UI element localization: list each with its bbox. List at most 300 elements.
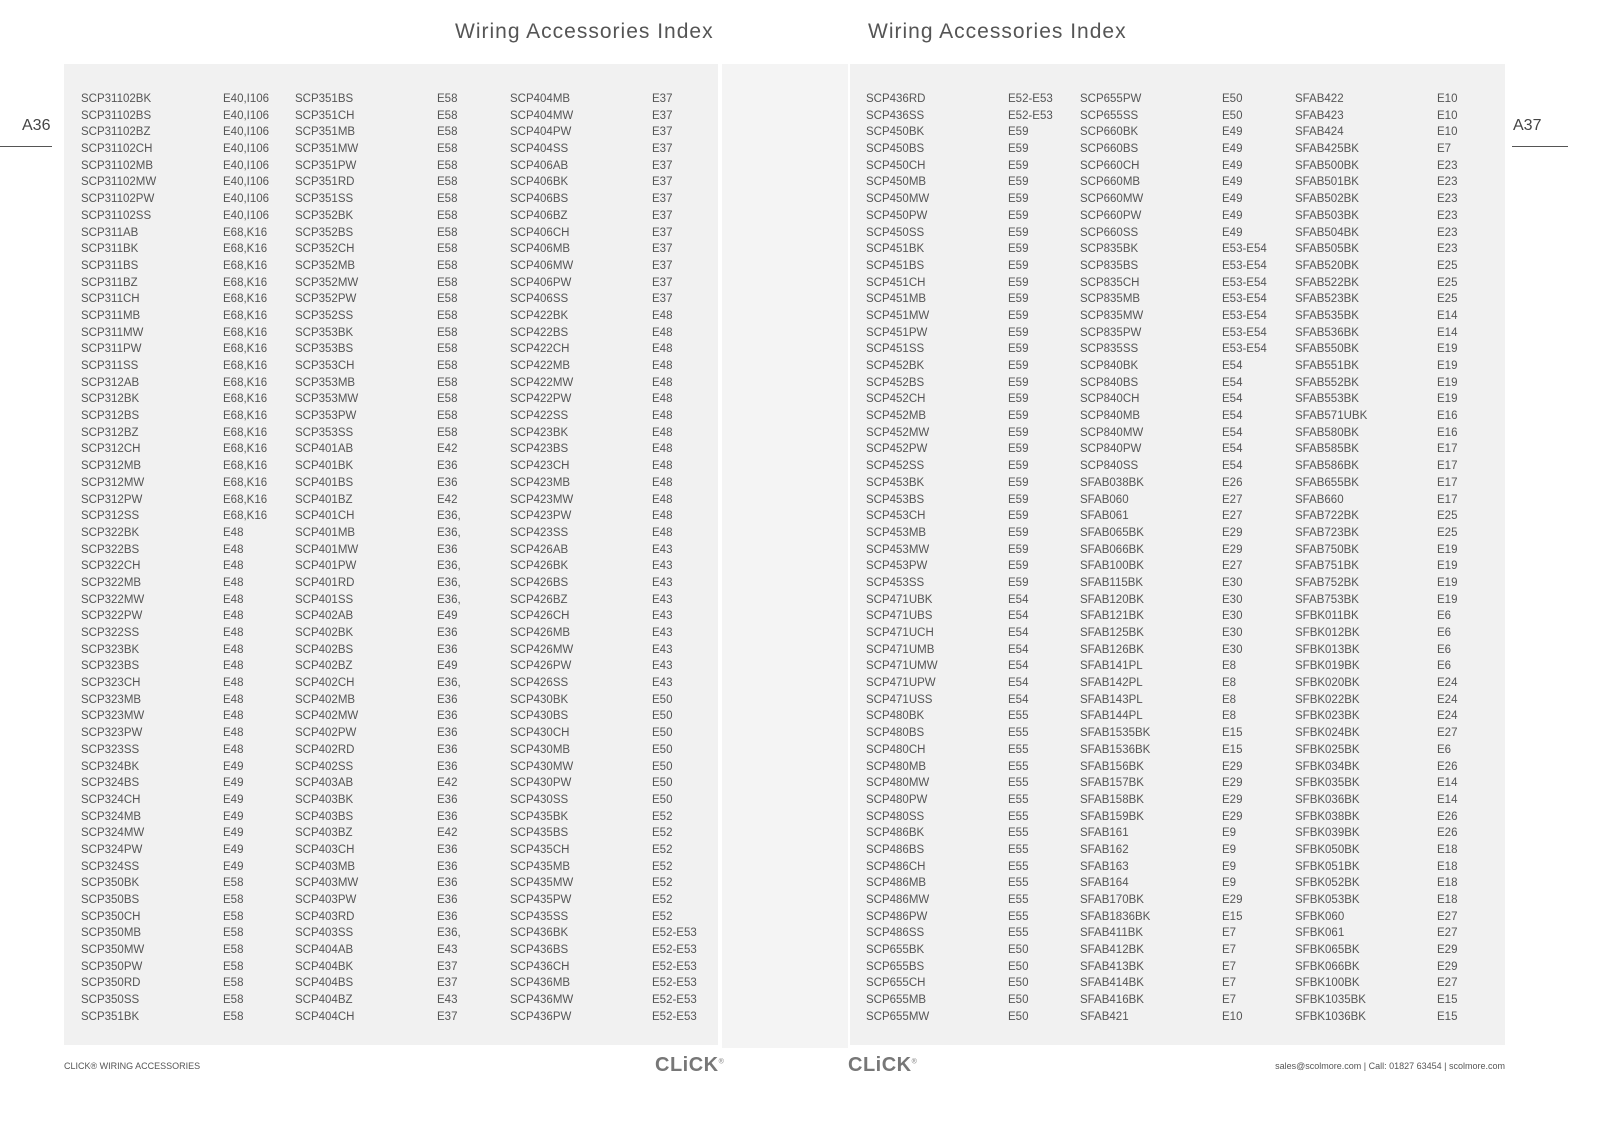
page-reference: E52	[652, 910, 673, 923]
index-entry	[295, 575, 509, 592]
index-entry	[295, 692, 509, 709]
page-reference: E36,	[437, 576, 461, 589]
page-reference: E54	[1008, 610, 1029, 623]
index-entry	[510, 191, 724, 208]
product-code: SCP312BS	[81, 410, 140, 423]
product-code: SCP450CH	[866, 159, 926, 172]
index-entry	[81, 308, 295, 325]
product-code: SCP430MB	[510, 743, 571, 756]
product-code: SCP660CH	[1080, 159, 1140, 172]
page-reference: E58	[437, 410, 458, 423]
index-entry	[1295, 325, 1509, 342]
product-code: SFAB423	[1295, 109, 1344, 122]
logo-text: CLiCK	[655, 1054, 719, 1076]
index-entry	[81, 542, 295, 559]
page-reference: E37	[652, 126, 673, 139]
page-reference: E14	[1437, 309, 1458, 322]
page-reference: E68,K16	[223, 410, 268, 423]
page-reference: E43	[652, 543, 673, 556]
page-reference: E36	[437, 743, 458, 756]
page-reference: E49	[1222, 143, 1243, 156]
product-code: SFAB552BK	[1295, 376, 1359, 389]
page-reference: E59	[1008, 159, 1029, 172]
product-code: SCP322BS	[81, 543, 140, 556]
page-reference: E49	[1222, 193, 1243, 206]
page-reference: E50	[1008, 994, 1029, 1007]
page-reference: E59	[1008, 143, 1029, 156]
index-entry	[81, 91, 295, 108]
index-entry	[1295, 859, 1509, 876]
index-entry	[81, 208, 295, 225]
index-entry	[295, 825, 509, 842]
page-reference: E7	[1222, 944, 1237, 957]
product-code: SCP402CH	[295, 677, 355, 690]
index-entry	[295, 174, 509, 191]
page-reference: E48	[223, 560, 244, 573]
product-code: SCP471USS	[866, 693, 933, 706]
index-entry	[510, 708, 724, 725]
index-entry	[1080, 258, 1294, 275]
page-reference: E49	[1222, 159, 1243, 172]
product-code: SCP402BZ	[295, 660, 353, 673]
index-entry	[510, 892, 724, 909]
index-entry	[1295, 91, 1509, 108]
page-reference: E48	[223, 660, 244, 673]
page-reference: E36	[437, 460, 458, 473]
product-code: SCP324SS	[81, 860, 140, 873]
page-reference: E27	[1222, 510, 1243, 523]
page-reference: E68,K16	[223, 360, 268, 372]
index-entry	[81, 708, 295, 725]
product-code: SCP422PW	[510, 393, 572, 406]
product-code: SCP31102SS	[81, 209, 152, 222]
product-code: SCP835MW	[1080, 309, 1144, 322]
index-entry	[81, 475, 295, 492]
product-code: SCP452CH	[866, 393, 926, 406]
product-code: SCP430BK	[510, 693, 569, 706]
index-entry	[866, 108, 1080, 125]
product-code: SCP486BK	[866, 827, 925, 840]
index-entry	[295, 208, 509, 225]
product-code: SCP403BZ	[295, 827, 353, 840]
index-entry	[81, 441, 295, 458]
product-code: SFBK100BK	[1295, 977, 1360, 990]
product-code: SCP435SS	[510, 910, 569, 923]
product-code: SCP312CH	[81, 443, 141, 456]
index-entry	[295, 708, 509, 725]
index-entry	[866, 141, 1080, 158]
index-entry	[1080, 408, 1294, 425]
index-entry	[1295, 475, 1509, 492]
index-entry	[1080, 275, 1294, 292]
page-reference: E53-E54	[1222, 259, 1267, 272]
product-code: SCP403RD	[295, 910, 355, 923]
page-reference: E7	[1222, 927, 1237, 940]
product-code: SCP451BS	[866, 259, 925, 272]
product-code: SCP406CH	[510, 226, 570, 239]
index-entry	[866, 308, 1080, 325]
index-entry	[866, 675, 1080, 692]
page-reference: E68,K16	[223, 426, 268, 439]
page-reference: E8	[1222, 693, 1237, 706]
index-entry	[1080, 909, 1294, 926]
page-reference: E58	[437, 193, 458, 206]
product-code: SFBK020BK	[1295, 677, 1360, 690]
page-reference: E59	[1008, 193, 1029, 206]
product-code: SCP453CH	[866, 510, 926, 523]
page-reference: E36	[437, 693, 458, 706]
index-entry	[1295, 291, 1509, 308]
product-code: SFAB502BK	[1295, 193, 1359, 206]
page-reference: E68,K16	[223, 476, 268, 489]
product-code: SCP436SS	[866, 109, 925, 122]
product-code: SCP451MB	[866, 293, 927, 306]
index-entry	[1080, 325, 1294, 342]
index-entry	[1295, 425, 1509, 442]
product-code: SCP351RD	[295, 176, 355, 189]
product-code: SCP312PW	[81, 493, 143, 506]
page-reference: E48	[652, 510, 673, 523]
page-reference: E50	[1008, 944, 1029, 957]
product-code: SCP311SS	[81, 360, 139, 372]
product-code: SCP324BK	[81, 760, 140, 773]
page-reference: E24	[1437, 693, 1458, 706]
page-reference: E26	[1437, 827, 1458, 840]
index-entry	[510, 825, 724, 842]
index-entry	[295, 225, 509, 242]
left-page-number-rule	[0, 146, 52, 147]
index-entry	[866, 975, 1080, 992]
index-entry	[295, 191, 509, 208]
index-entry	[510, 475, 724, 492]
product-code: SCP323PW	[81, 727, 143, 740]
product-code: SFAB413BK	[1080, 960, 1144, 973]
index-entry	[1080, 508, 1294, 525]
index-entry	[1295, 942, 1509, 959]
index-entry	[866, 592, 1080, 609]
index-entry	[295, 842, 509, 859]
index-entry	[1295, 642, 1509, 659]
index-entry	[1295, 241, 1509, 258]
product-code: SCP452BK	[866, 360, 925, 372]
index-entry	[295, 992, 509, 1009]
index-entry	[1295, 809, 1509, 826]
index-entry	[1080, 775, 1294, 792]
index-entry	[510, 675, 724, 692]
product-code: SCP480CH	[866, 743, 926, 756]
product-code: SCP450BS	[866, 143, 925, 156]
page-reference: E59	[1008, 476, 1029, 489]
index-entry	[866, 391, 1080, 408]
page-reference: E59	[1008, 309, 1029, 322]
index-entry	[510, 775, 724, 792]
product-code: SCP660MW	[1080, 193, 1144, 206]
right-page-number: A37	[1513, 117, 1542, 134]
page-reference: E58	[437, 109, 458, 122]
product-code: SFAB655BK	[1295, 476, 1359, 489]
index-entry	[866, 825, 1080, 842]
page-reference: E48	[652, 460, 673, 473]
index-entry	[866, 658, 1080, 675]
product-code: SCP423CH	[510, 460, 570, 473]
page-reference: E50	[652, 760, 673, 773]
product-code: SCP655PW	[1080, 93, 1142, 105]
page-reference: E52	[652, 894, 673, 906]
index-entry	[510, 341, 724, 358]
product-code: SCP840BK	[1080, 360, 1139, 372]
product-code: SCP322PW	[81, 610, 143, 623]
index-entry	[295, 542, 509, 559]
index-entry	[81, 158, 295, 175]
logo-mark: ®	[718, 1058, 725, 1066]
page-reference: E37	[652, 93, 673, 105]
index-entry	[81, 642, 295, 659]
product-code: SCP323MB	[81, 693, 142, 706]
product-code: SCP312BK	[81, 393, 140, 406]
page-reference: E36	[437, 727, 458, 740]
product-code: SCP322MW	[81, 593, 145, 606]
page-reference: E27	[1437, 927, 1458, 940]
page-reference: E36	[437, 627, 458, 639]
index-entry	[295, 658, 509, 675]
page-reference: E19	[1437, 560, 1458, 573]
product-code: SFAB503BK	[1295, 209, 1359, 222]
index-entry	[295, 425, 509, 442]
product-code: SCP480MB	[866, 760, 927, 773]
page-reference: E15	[1222, 743, 1243, 756]
product-code: SCP351SS	[295, 193, 354, 206]
product-code: SFAB536BK	[1295, 326, 1359, 339]
index-entry	[81, 909, 295, 926]
index-entry	[81, 425, 295, 442]
page-reference: E18	[1437, 860, 1458, 873]
page-reference: E42	[437, 777, 458, 790]
page-reference: E54	[1008, 627, 1029, 639]
index-entry	[866, 492, 1080, 509]
page-reference: E54	[1008, 677, 1029, 690]
index-entry	[81, 1009, 295, 1026]
index-entry	[1295, 174, 1509, 191]
index-entry	[1080, 742, 1294, 759]
page-reference: E49	[223, 777, 244, 790]
index-entry	[1295, 925, 1509, 942]
page-reference: E8	[1222, 660, 1237, 673]
page-reference: E37	[652, 243, 673, 256]
index-entry	[1080, 608, 1294, 625]
index-entry	[866, 542, 1080, 559]
product-code: SCP655CH	[866, 977, 926, 990]
product-code: SCP323CH	[81, 677, 141, 690]
product-code: SFAB170BK	[1080, 894, 1144, 906]
page-reference: E54	[1222, 393, 1243, 406]
index-entry	[295, 141, 509, 158]
index-entry	[1295, 775, 1509, 792]
product-code: SFAB163	[1080, 860, 1129, 873]
page-reference: E58	[223, 894, 244, 906]
product-code: SFAB115BK	[1080, 576, 1144, 589]
product-code: SFAB752BK	[1295, 576, 1359, 589]
index-entry	[1295, 492, 1509, 509]
index-entry	[1295, 725, 1509, 742]
product-code: SCP486CH	[866, 860, 926, 873]
page-reference: E15	[1437, 994, 1458, 1007]
index-entry	[295, 275, 509, 292]
product-code: SCP406BZ	[510, 209, 568, 222]
page-reference: E48	[652, 360, 673, 372]
index-entry	[1080, 441, 1294, 458]
index-entry	[295, 108, 509, 125]
index-entry	[1080, 525, 1294, 542]
product-code: SFAB750BK	[1295, 543, 1359, 556]
page-reference: E50	[652, 743, 673, 756]
index-entry	[1295, 675, 1509, 692]
index-entry	[1080, 475, 1294, 492]
index-entry	[81, 174, 295, 191]
product-code: SCP660BK	[1080, 126, 1139, 139]
index-entry	[295, 809, 509, 826]
page-reference: E29	[1222, 526, 1243, 539]
page-reference: E43	[652, 643, 673, 656]
page-reference: E42	[437, 493, 458, 506]
page-reference: E37	[652, 109, 673, 122]
product-code: SCP423BS	[510, 443, 569, 456]
product-code: SCP401AB	[295, 443, 354, 456]
product-code: SFBK019BK	[1295, 660, 1360, 673]
product-code: SCP350MW	[81, 944, 145, 957]
product-code: SFAB571UBK	[1295, 410, 1368, 423]
page-reference: E58	[223, 927, 244, 940]
index-entry	[866, 441, 1080, 458]
index-entry	[1295, 708, 1509, 725]
index-entry	[1080, 391, 1294, 408]
index-entry	[295, 1009, 509, 1026]
product-code: SCP401CH	[295, 510, 355, 523]
page-reference: E7	[1222, 977, 1237, 990]
index-entry	[510, 375, 724, 392]
product-code: SCP402MW	[295, 710, 359, 723]
product-code: SFAB1836BK	[1080, 910, 1151, 923]
index-entry	[510, 792, 724, 809]
page-reference: E68,K16	[223, 309, 268, 322]
page-reference: E68,K16	[223, 510, 268, 523]
page-reference: E59	[1008, 510, 1029, 523]
product-code: SCP480BS	[866, 727, 925, 740]
page-reference: E50	[1222, 109, 1243, 122]
index-entry	[1295, 258, 1509, 275]
index-entry	[1080, 725, 1294, 742]
product-code: SFAB753BK	[1295, 593, 1359, 606]
page-reference: E23	[1437, 243, 1458, 256]
product-code: SCP324CH	[81, 793, 141, 806]
page-reference: E24	[1437, 677, 1458, 690]
page-reference: E25	[1437, 259, 1458, 272]
product-code: SCP403BS	[295, 810, 354, 823]
page-reference: E23	[1437, 159, 1458, 172]
index-entry	[1295, 909, 1509, 926]
product-code: SFAB038BK	[1080, 476, 1144, 489]
product-code: SFAB416BK	[1080, 994, 1144, 1007]
page-reference: E19	[1437, 593, 1458, 606]
page-reference: E58	[223, 994, 244, 1007]
product-code: SCP840MW	[1080, 426, 1144, 439]
page-reference: E58	[223, 977, 244, 990]
index-entry	[1080, 692, 1294, 709]
index-entry	[295, 859, 509, 876]
index-entry	[510, 358, 724, 375]
product-code: SCP31102BK	[81, 93, 152, 105]
product-code: SCP406MB	[510, 243, 571, 256]
index-entry	[1295, 975, 1509, 992]
product-code: SCP352CH	[295, 243, 355, 256]
page-reference: E29	[1222, 793, 1243, 806]
index-entry	[510, 91, 724, 108]
product-code: SCP406BK	[510, 176, 569, 189]
product-code: SCP451BK	[866, 243, 925, 256]
product-code: SCP403MW	[295, 877, 359, 890]
page-reference: E9	[1222, 860, 1237, 873]
index-entry	[81, 525, 295, 542]
index-entry	[295, 642, 509, 659]
page-reference: E54	[1008, 643, 1029, 656]
page-reference: E52-E53	[1008, 93, 1053, 105]
index-entry	[1295, 141, 1509, 158]
page-reference: E52-E53	[652, 977, 697, 990]
product-code: SCP655MB	[866, 994, 927, 1007]
product-code: SCP402PW	[295, 727, 357, 740]
page-reference: E68,K16	[223, 460, 268, 473]
index-entry	[1295, 992, 1509, 1009]
page-reference: E48	[652, 526, 673, 539]
page-reference: E43	[652, 576, 673, 589]
product-code: SCP436RD	[866, 93, 926, 105]
page-reference: E36	[437, 860, 458, 873]
product-code: SCP312BZ	[81, 426, 139, 439]
index-entry	[510, 875, 724, 892]
page-reference: E36	[437, 843, 458, 856]
index-entry	[510, 325, 724, 342]
page-reference: E10	[1437, 93, 1458, 105]
product-code: SFAB156BK	[1080, 760, 1144, 773]
page-reference: E55	[1008, 710, 1029, 723]
product-code: SFAB065BK	[1080, 526, 1144, 539]
index-entry	[1080, 708, 1294, 725]
page-reference: E59	[1008, 176, 1029, 189]
index-entry	[81, 458, 295, 475]
index-entry	[81, 492, 295, 509]
page-reference: E37	[437, 960, 458, 973]
page-reference: E48	[652, 393, 673, 406]
product-code: SCP312MW	[81, 476, 145, 489]
product-code: SFAB126BK	[1080, 643, 1144, 656]
index-entry	[510, 642, 724, 659]
index-entry	[510, 441, 724, 458]
product-code: SFAB500BK	[1295, 159, 1359, 172]
page-reference: E40,I106	[223, 126, 270, 139]
product-code: SCP353SS	[295, 426, 354, 439]
index-entry	[1080, 174, 1294, 191]
page-reference: E7	[1222, 994, 1237, 1007]
page-reference: E49	[1222, 176, 1243, 189]
page-reference: E58	[223, 960, 244, 973]
index-entry	[81, 975, 295, 992]
index-entry	[295, 592, 509, 609]
page-reference: E27	[1222, 560, 1243, 573]
page-reference: E68,K16	[223, 243, 268, 256]
product-code: SCP323MW	[81, 710, 145, 723]
page-reference: E43	[652, 677, 673, 690]
index-entry	[1295, 892, 1509, 909]
index-entry	[866, 475, 1080, 492]
